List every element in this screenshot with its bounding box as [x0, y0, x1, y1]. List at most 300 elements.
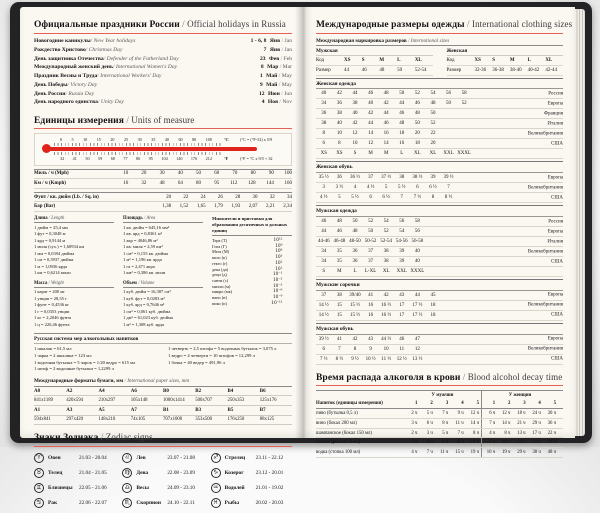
holiday-name-ru: Международный женский день — [34, 64, 113, 71]
paper-dimensions: 500x707 — [195, 398, 213, 404]
paper-dimensions: 353x500 — [195, 417, 213, 423]
size-cell: 5 — [338, 195, 341, 201]
conversion-line: 1 кг = 2,2046 фунта — [34, 315, 72, 321]
speed-value: 16 — [123, 181, 129, 187]
size-cell: 16 — [399, 141, 405, 147]
prefix-power: 10³ — [275, 255, 283, 261]
holiday-row — [34, 55, 292, 64]
pressure-value: 1,79 — [214, 204, 223, 210]
size-cell: XS — [336, 151, 343, 157]
area-title-en: / Area — [143, 216, 156, 221]
holiday-name-ru: Рождество Христово — [34, 46, 86, 53]
size-row-cells — [316, 195, 456, 200]
holiday-row — [34, 64, 292, 73]
speed-row — [34, 179, 292, 189]
holiday-name-en: / Victory Day — [67, 83, 97, 89]
paper-row-pair — [34, 406, 292, 425]
hours-value: 11 ч — [439, 450, 449, 456]
size-value: 50 — [397, 67, 403, 73]
size-value: 42-44 — [545, 67, 557, 73]
celsius-scale-row — [40, 137, 286, 142]
conversion-line: 1 км² = 0,386 кв. мили — [123, 270, 166, 276]
pressure-value: 2,07 — [248, 204, 258, 210]
size-code: XL — [545, 58, 553, 64]
speed-row — [34, 170, 292, 180]
size-row — [316, 99, 563, 109]
size-cell: 34 — [321, 259, 327, 265]
drink-row — [316, 429, 563, 439]
region-label: Великобритания — [527, 302, 563, 308]
hours-value: 9 ч — [457, 410, 464, 416]
size-cell: 52 — [368, 219, 374, 225]
region-label: США — [551, 259, 563, 265]
holidays-title — [34, 19, 292, 34]
pressure-row-values — [154, 204, 292, 209]
size-row — [316, 267, 563, 277]
conversion-line: 1 куб. ярд = 0,7646 м³ — [123, 302, 165, 308]
holiday-row — [34, 46, 292, 55]
code-label: Код — [446, 58, 455, 64]
hours-value: 2 ч — [411, 430, 418, 436]
ruler-ticks-bottom — [54, 152, 222, 154]
holiday-month-ru: Июн — [268, 90, 280, 97]
size-label: Размер — [446, 67, 462, 73]
weight-title — [34, 281, 114, 288]
holiday-day: 1 — [259, 73, 263, 80]
hours-value: 29 ч — [532, 420, 541, 426]
holiday-month-ru: Май — [266, 73, 278, 80]
size-cell: L — [353, 269, 357, 275]
zodiac-row — [122, 468, 203, 478]
zodiac-dates: 23.12 - 20.01 — [255, 469, 284, 476]
length-block — [34, 216, 114, 277]
size-row-cells — [316, 175, 456, 180]
size-cell: 11 — [399, 346, 405, 352]
celsius-tick: 35 — [151, 137, 156, 143]
celsius-tick: 20 — [110, 137, 115, 143]
size-row — [316, 227, 563, 237]
clothing-section-rows — [316, 291, 563, 321]
size-cell: 46 — [336, 229, 342, 235]
size-cell: 41 — [368, 292, 374, 298]
holiday-month-en: / Mar — [280, 64, 292, 70]
speed-value: 10 — [123, 171, 129, 177]
size-cell: 9 ½ — [351, 356, 359, 362]
size-cell: 47 — [414, 336, 420, 342]
pressure-value: 26 — [217, 194, 223, 200]
paper-format: A3 — [66, 407, 73, 413]
women-label: Женская — [447, 46, 564, 57]
paper-format: B6 — [259, 388, 266, 394]
hours-value: 5 ч — [489, 440, 496, 446]
region-label: Великобритания — [527, 131, 563, 137]
hours-value: 6 ч — [426, 420, 433, 426]
count-head: 3 — [445, 401, 449, 407]
hours-value: 12 ч — [470, 410, 480, 416]
area-title-ru: Площадь — [123, 216, 143, 221]
holiday-name-ru: Новогодние каникулы — [34, 38, 91, 44]
thermometer-panel — [34, 133, 292, 165]
size-cell: 43 — [399, 292, 405, 298]
size-cell: 46 — [399, 111, 405, 117]
celsius-tick: 25 — [123, 137, 129, 143]
hours-value: 6 ч — [489, 410, 496, 416]
alcohol-measures-columns — [34, 346, 292, 374]
paper-format: B2 — [195, 388, 202, 394]
zodiac-row — [34, 498, 115, 508]
conversion-line: 1 карат = 200 мг — [34, 289, 65, 295]
drink-name: водка (стопка 100 мл) — [316, 450, 361, 456]
measure-line: 1 ведро = 4 четверти = 10 штофов = 12,299 л — [168, 352, 255, 358]
fahrenheit-tick: 77 — [123, 155, 128, 161]
zodiac-icon: ♎ — [122, 483, 132, 493]
size-code: XS — [474, 58, 481, 64]
measure-line: 1 чарка = 2 шкалика = 123 мл — [34, 352, 92, 358]
size-cell: 5 — [384, 185, 388, 191]
paper-format: A5 — [98, 407, 105, 413]
clothing-section — [316, 161, 563, 203]
men-sizes-row — [316, 66, 433, 76]
paper-format: A6 — [130, 388, 137, 394]
paper-dimensions: 74x105 — [130, 417, 146, 423]
prefix-power: 10⁻¹² — [271, 300, 283, 306]
region-label: Европа — [547, 101, 563, 107]
size-cell: 40 — [321, 91, 327, 97]
count-head: 4 — [538, 401, 541, 407]
hours-value: 8 ч — [473, 430, 480, 436]
area-lines — [123, 225, 203, 277]
measure-line: 1 бочка = 40 ведер = 491,96 л — [168, 359, 225, 365]
weight-block — [34, 281, 114, 329]
size-cell: 40 — [336, 121, 342, 127]
paper-dimensions: 1000x1414 — [163, 398, 185, 404]
clothing-section — [316, 205, 563, 277]
zodiac-name: Овен — [48, 454, 61, 461]
pressure-conversion-table — [34, 192, 292, 212]
holiday-name-ru: Праздник Весны и Труда — [34, 73, 98, 80]
zodiac-name: Скорпион — [136, 499, 161, 506]
pressure-value: 28 — [235, 194, 241, 200]
size-cell: 16 — [368, 312, 374, 318]
size-cell: 42 — [383, 292, 389, 298]
prefix-name: гекто (г) — [212, 260, 228, 266]
zodiac-icon: ♍ — [122, 468, 132, 478]
conversion-line: 1 акр = 4046,86 м² — [123, 237, 158, 243]
size-cell: 18 — [430, 312, 436, 318]
size-cell: L — [400, 151, 404, 157]
size-row-cells — [316, 239, 425, 244]
size-cell: 44 — [383, 111, 389, 117]
size-value: 46 — [361, 67, 367, 73]
holiday-day: 7 — [263, 46, 267, 53]
clothing-section — [316, 78, 563, 160]
zodiac-name: Телец — [48, 469, 63, 476]
size-cell: 42 — [368, 111, 374, 117]
holiday-name-ru: День защитника Отечества — [34, 55, 104, 62]
speed-value: 80 — [196, 181, 202, 187]
prefixes-title: Множители и приставки для образования десятичных и дольных единиц — [212, 216, 292, 236]
size-code: L — [527, 58, 531, 64]
russian-alcohol-measures — [34, 333, 292, 373]
count-head: 1 — [492, 401, 496, 407]
size-cell: 46 — [368, 91, 374, 97]
prefix-name: Гига (Г) — [212, 243, 227, 249]
size-cell: 50 — [446, 101, 452, 107]
size-row-cells — [316, 111, 441, 116]
size-value: 48 — [379, 67, 385, 73]
holiday-month-ru: Мар — [267, 64, 279, 71]
size-code: S — [492, 58, 495, 64]
fahrenheit-unit: °F — [224, 155, 229, 161]
speed-value: 48 — [159, 181, 165, 187]
weight-title-ru: Масса — [34, 280, 48, 286]
zodiac-dates: 24.10 - 22.11 — [167, 499, 195, 506]
pressure-row-label: Фунт / кв. дюйм (Lb. / Sq. in) — [34, 194, 99, 200]
holiday-date — [264, 48, 292, 54]
hours-value: 19 ч — [501, 450, 511, 456]
region-label: Россия — [548, 219, 563, 225]
paper-format: B4 — [227, 388, 234, 394]
zodiac-icon: ♒ — [211, 483, 221, 493]
conversion-line: 1 ярд = 0,9144 м — [34, 237, 66, 243]
prefix-name: дека (да) — [212, 266, 229, 272]
size-cell: 34 — [321, 101, 327, 107]
size-cell: 22 — [430, 131, 436, 137]
size-cell: 6 ½ — [429, 185, 437, 191]
zodiac-title-ru: Знаки Зодиака — [34, 433, 99, 444]
size-row — [316, 109, 563, 119]
zodiac-row — [211, 498, 292, 508]
paper-dimensions: 841x1189 — [34, 398, 54, 404]
size-row — [316, 139, 563, 149]
hours-value: 18 ч — [517, 410, 526, 416]
size-cell: 16 — [383, 131, 389, 137]
zodiac-name: Рак — [48, 499, 58, 506]
size-cell: 7 — [447, 185, 450, 191]
size-cell: 44 — [368, 121, 374, 127]
size-cell: 54-56 — [395, 239, 408, 245]
paper-values-row — [34, 396, 292, 406]
size-cell: 38 — [321, 121, 327, 127]
marking-title — [316, 38, 563, 46]
paper-row-pair — [34, 387, 292, 406]
zodiac-dates: 24.09 - 23.10 — [167, 484, 195, 491]
zodiac-icon: ♏ — [122, 498, 132, 508]
weight-title-en: / Weight — [47, 281, 64, 286]
size-row — [316, 129, 563, 139]
holiday-month-ru: Ноя — [267, 99, 278, 106]
size-cell: 16 ½ — [381, 312, 392, 318]
size-cell: 44-46 — [317, 239, 330, 245]
zodiac-dates: 22.05 - 21.06 — [79, 484, 107, 491]
size-row — [316, 355, 563, 365]
conversion-line: 1 фунт = 0,4536 кг — [34, 302, 70, 308]
fahrenheit-tick: 140 — [176, 155, 183, 161]
celsius-ticks — [60, 137, 212, 142]
prefixes-list — [212, 238, 292, 306]
paper-dimensions: 88x125 — [259, 417, 275, 423]
size-cell: 54 — [399, 229, 405, 235]
region-label: Великобритания — [527, 249, 563, 255]
pressure-value: 30 — [252, 194, 258, 200]
speed-value: 70 — [232, 171, 238, 177]
size-value: 40-42 — [527, 67, 540, 73]
prefix-name: пико (п) — [212, 300, 227, 306]
size-cell: 20 — [414, 131, 420, 137]
celsius-tick: 5 — [71, 137, 74, 143]
conversion-line: 1 унция = 28,35 г — [34, 295, 67, 301]
holiday-date — [260, 83, 292, 89]
size-cell: 39 — [430, 175, 436, 181]
paper-dimensions: 594x841 — [34, 417, 51, 423]
pressure-value: 2,21 — [265, 204, 275, 210]
paper-format: A1 — [34, 407, 41, 413]
right-page-content — [304, 7, 575, 456]
pressure-value: 1,93 — [231, 204, 241, 210]
holiday-day: 12 — [259, 90, 265, 97]
size-cell: 37 — [321, 292, 327, 298]
size-row-cells — [316, 249, 425, 254]
hours-value: 2 ч — [411, 440, 418, 446]
size-cell: 4 ½ — [366, 185, 375, 191]
size-code: XS — [344, 58, 351, 64]
region-label: Европа — [547, 336, 563, 342]
zodiac-row — [211, 483, 292, 493]
celsius-tick: 0 — [60, 137, 63, 143]
size-cell: 17 — [399, 312, 405, 318]
holiday-row — [34, 38, 292, 47]
size-cell: 58 — [414, 219, 420, 225]
region-label: США — [551, 141, 563, 147]
size-row-cells — [316, 337, 425, 342]
marking-block — [316, 46, 563, 76]
hours-value: 36 ч — [547, 420, 557, 426]
holiday-name-en: / Defender of the Fatherland Day — [104, 57, 179, 63]
paper-sizes-table — [34, 387, 292, 425]
celsius-tick: 80 — [192, 137, 197, 143]
size-cell: 38 ½ — [412, 175, 423, 181]
men-hours — [404, 438, 481, 447]
speed-value: 95 — [214, 181, 220, 187]
paper-dimensions: 105x148 — [130, 398, 148, 404]
volume-title-ru: Объем — [123, 280, 137, 286]
area-volume-column — [123, 216, 203, 328]
size-cell: 6 — [416, 185, 419, 191]
size-cell: 40 — [414, 259, 420, 265]
size-cell: M — [383, 151, 389, 157]
conversion-line: 1 м² = 1,196 кв. ярда — [123, 257, 162, 263]
alcohol-measures-col2 — [168, 346, 292, 374]
hours-value: 13 ч — [517, 430, 526, 436]
speed-conversion-table — [34, 169, 292, 189]
size-cell: 34 — [321, 249, 327, 255]
conversion-line: 1 га = 2,471 акра — [123, 263, 155, 269]
hours-value: 19 ч — [470, 450, 480, 456]
women-hours — [481, 438, 558, 447]
zodiac-row — [34, 483, 115, 493]
size-cell: XXXL — [457, 151, 472, 157]
paper-dimensions: 176x250 — [227, 417, 245, 423]
men-hours — [404, 429, 481, 438]
right-page — [304, 7, 575, 456]
prefix-name: санти (с) — [212, 277, 229, 283]
size-cell: 5 ½ — [398, 185, 406, 191]
pressure-value: 20 — [166, 194, 172, 200]
size-cell: 50 — [368, 229, 374, 235]
region-label: Италия — [547, 239, 563, 245]
men-hours — [404, 448, 481, 457]
holiday-date — [261, 65, 292, 71]
size-cell: 38 — [383, 259, 389, 265]
region-label: Европа — [547, 229, 563, 235]
zodiac-row — [34, 453, 115, 463]
conversion-line: 1 дм³ = 61,023 куб. дюйма — [123, 315, 173, 321]
hours-value: 4 ч — [489, 430, 496, 436]
paper-title-ru: Международные форматы бумаги, мм — [34, 378, 124, 385]
size-row-cells — [316, 185, 456, 190]
volume-title-en: / Volume — [137, 281, 154, 286]
size-cell: L-XL — [364, 269, 377, 275]
zodiac-dates: 21.01 - 19.02 — [255, 484, 284, 491]
clothing-section-rows — [316, 217, 563, 277]
women-hours — [481, 419, 558, 428]
area-title — [123, 216, 203, 223]
size-cell: 8 — [431, 195, 435, 201]
speed-value: 50 — [196, 171, 202, 177]
measure-line: 1 шкалик = 61,5 мл — [34, 345, 72, 351]
size-cell: 3 ½ — [335, 185, 344, 191]
size-cell: 6 — [322, 346, 326, 352]
region-label: Россия — [548, 91, 563, 97]
size-cell: 42 — [383, 101, 389, 107]
marking-title-en: / International sizes — [407, 38, 450, 44]
size-cell: 46 — [321, 219, 327, 225]
holiday-name-en: / Unity Day — [98, 100, 124, 106]
size-cell: 12 ½ — [396, 356, 407, 362]
size-cell: XXL — [396, 269, 407, 275]
fahrenheit-tick: 32 — [60, 155, 65, 161]
paper-dimensions: 420x594 — [66, 398, 84, 404]
size-cell: 7 — [400, 195, 404, 201]
prefix-power: 10⁻² — [272, 277, 283, 283]
size-cell: 8 — [353, 346, 357, 352]
size-code: L — [397, 58, 401, 64]
holiday-day: 23 — [259, 55, 266, 62]
fahrenheit-formula: (°F = °C x 9/5 + 32 — [240, 155, 273, 161]
paper-sizes-section — [34, 378, 292, 425]
fahrenheit-tick: 59 — [98, 155, 103, 161]
size-cell: 12 — [368, 141, 374, 147]
pressure-row — [34, 202, 292, 212]
holiday-row — [34, 81, 292, 90]
zodiac-name: Близнецы — [48, 484, 73, 491]
ruler-ticks-top — [54, 143, 222, 145]
size-value: 32-36 — [474, 67, 487, 73]
men-hours — [404, 409, 481, 418]
women-hours — [481, 448, 558, 457]
size-row — [316, 301, 563, 311]
size-row — [316, 193, 563, 203]
size-cell: 14 — [383, 141, 389, 147]
conversion-line: 1 дюйм = 25,4 мм — [34, 224, 68, 230]
holiday-name-en: / International Workers' Day — [97, 74, 161, 80]
drink-column-header: Напиток (единицы измерения) — [316, 401, 383, 407]
size-label: Размер — [316, 67, 331, 73]
region-label: Италия — [547, 121, 563, 127]
size-cell: 45 — [430, 292, 436, 298]
drink-row — [316, 409, 563, 419]
prefixes-column — [212, 216, 292, 328]
